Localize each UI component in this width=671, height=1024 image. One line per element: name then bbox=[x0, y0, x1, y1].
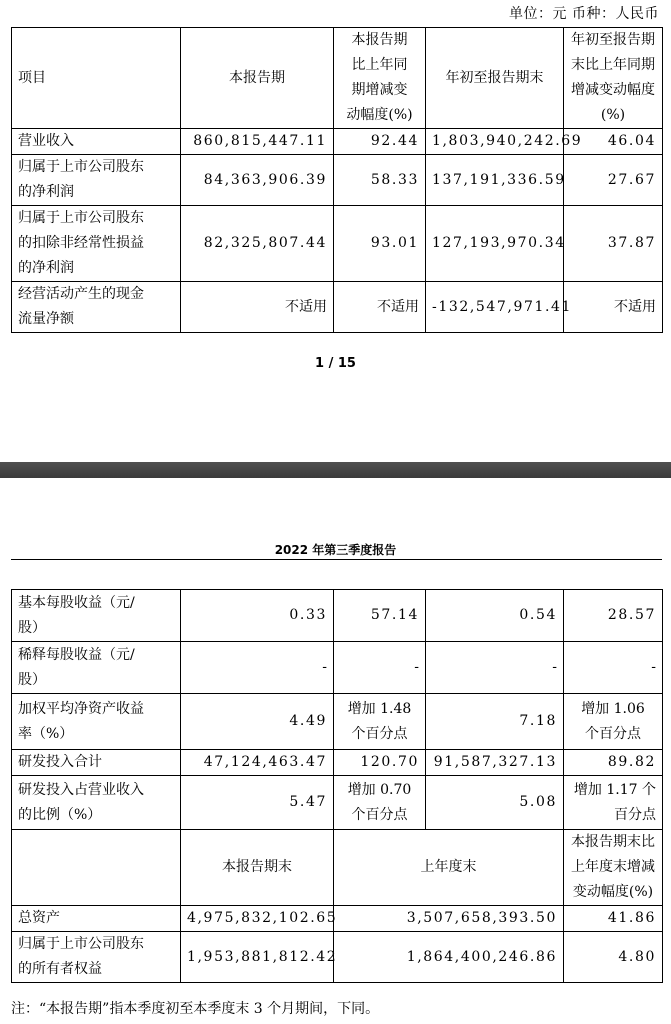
table-row bbox=[12, 642, 663, 694]
row-ytd: 5.08 bbox=[426, 776, 564, 830]
financial-summary-table-page2 bbox=[11, 589, 663, 983]
row-current: 860,815,447.11 bbox=[181, 129, 334, 155]
header-item: 项目 bbox=[12, 28, 181, 129]
table-row bbox=[12, 776, 663, 830]
row-period-end: 4,975,832,102.65 bbox=[181, 906, 334, 932]
row-current-change: 120.70 bbox=[334, 750, 426, 776]
row-ytd-change: 增加 1.17 个 百分点 bbox=[564, 776, 663, 830]
row-current: 4.49 bbox=[181, 694, 334, 750]
table-row bbox=[12, 155, 663, 206]
row-balance-change: 41.86 bbox=[564, 906, 663, 932]
row-current: 47,124,463.47 bbox=[181, 750, 334, 776]
page-break-divider bbox=[0, 462, 671, 478]
row-current: 0.33 bbox=[181, 590, 334, 642]
row-ytd: 127,193,970.34 bbox=[426, 206, 564, 282]
header-balance-change: 本报告期末比 上年度末增减 变动幅度(%) bbox=[564, 830, 663, 906]
row-ytd: 0.54 bbox=[426, 590, 564, 642]
header-line: 增减变动幅度 bbox=[571, 82, 655, 98]
header-rule bbox=[11, 559, 662, 560]
row-current-change: 增加 0.70 个百分点 bbox=[334, 776, 426, 830]
row-ytd: 137,191,336.59 bbox=[426, 155, 564, 206]
row-current-change: 92.44 bbox=[334, 129, 426, 155]
header-line: 动幅度(%) bbox=[346, 107, 413, 123]
financial-summary-table-page1 bbox=[11, 27, 663, 333]
unit-currency-note: 单位：元 币种：人民币 bbox=[509, 6, 659, 22]
header-current-change bbox=[334, 28, 426, 129]
row-label: 加权平均净资产收益 率（%） bbox=[12, 694, 181, 750]
balance-header-row bbox=[12, 830, 663, 906]
row-label: 营业收入 bbox=[12, 129, 181, 155]
row-label: 归属于上市公司股东 的所有者权益 bbox=[12, 932, 181, 983]
header-last-year-end: 上年度末 bbox=[334, 830, 564, 906]
row-ytd-change: 46.04 bbox=[564, 129, 663, 155]
row-label: 总资产 bbox=[12, 906, 181, 932]
header-ytd: 年初至报告期末 bbox=[426, 28, 564, 129]
row-balance-change: 4.80 bbox=[564, 932, 663, 983]
report-header-title: 2022 年第三季度报告 bbox=[274, 543, 397, 557]
row-ytd-change: 27.67 bbox=[564, 155, 663, 206]
header-current: 本报告期 bbox=[181, 28, 334, 129]
row-current-change: 增加 1.48 个百分点 bbox=[334, 694, 426, 750]
header-ytd-change bbox=[564, 28, 663, 129]
table-row bbox=[12, 206, 663, 282]
row-label: 研发投入合计 bbox=[12, 750, 181, 776]
row-ytd: 91,587,327.13 bbox=[426, 750, 564, 776]
row-ytd-change: 不适用 bbox=[564, 282, 663, 333]
row-label: 研发投入占营业收入 的比例（%） bbox=[12, 776, 181, 830]
header-line: 末比上年同期 bbox=[571, 57, 655, 73]
row-current: 不适用 bbox=[181, 282, 334, 333]
row-current-change: 58.33 bbox=[334, 155, 426, 206]
table-row bbox=[12, 129, 663, 155]
header-line: 期增减变 bbox=[351, 82, 408, 98]
row-last-year-end: 1,864,400,246.86 bbox=[334, 932, 564, 983]
row-label: 经营活动产生的现金 流量净额 bbox=[12, 282, 181, 333]
table-row bbox=[12, 694, 663, 750]
row-ytd-change: 37.87 bbox=[564, 206, 663, 282]
row-ytd: 1,803,940,242.69 bbox=[426, 129, 564, 155]
row-current: - bbox=[181, 642, 334, 694]
row-current-change: 57.14 bbox=[334, 590, 426, 642]
table-row bbox=[12, 932, 663, 983]
row-last-year-end: 3,507,658,393.50 bbox=[334, 906, 564, 932]
row-current: 82,325,807.44 bbox=[181, 206, 334, 282]
row-ytd: - bbox=[426, 642, 564, 694]
row-label: 稀释每股收益（元/ 股） bbox=[12, 642, 181, 694]
header-line: 年初至报告期 bbox=[571, 32, 655, 48]
row-ytd: 7.18 bbox=[426, 694, 564, 750]
page-number: 1 / 15 bbox=[315, 356, 356, 371]
header-period-end: 本报告期末 bbox=[181, 830, 334, 906]
row-current-change: 93.01 bbox=[334, 206, 426, 282]
row-ytd-change: - bbox=[564, 642, 663, 694]
table-row bbox=[12, 282, 663, 333]
footnote: 注：“本报告期”指本季度初至本季度末 3 个月期间，下同。 bbox=[11, 1001, 380, 1017]
row-label: 归属于上市公司股东 的净利润 bbox=[12, 155, 181, 206]
row-current-change: 不适用 bbox=[334, 282, 426, 333]
table-row bbox=[12, 750, 663, 776]
row-current: 5.47 bbox=[181, 776, 334, 830]
header-line: 本报告期 bbox=[351, 32, 408, 48]
header-empty bbox=[12, 830, 181, 906]
row-ytd: -132,547,971.41 bbox=[426, 282, 564, 333]
row-period-end: 1,953,881,812.42 bbox=[181, 932, 334, 983]
table-row bbox=[12, 590, 663, 642]
row-ytd-change: 28.57 bbox=[564, 590, 663, 642]
table-header-row bbox=[12, 28, 663, 129]
row-ytd-change: 增加 1.06 个百分点 bbox=[564, 694, 663, 750]
row-current: 84,363,906.39 bbox=[181, 155, 334, 206]
row-label: 基本每股收益（元/ 股） bbox=[12, 590, 181, 642]
row-ytd-change: 89.82 bbox=[564, 750, 663, 776]
row-current-change: - bbox=[334, 642, 426, 694]
row-label: 归属于上市公司股东 的扣除非经常性损益 的净利润 bbox=[12, 206, 181, 282]
header-line: 比上年同 bbox=[351, 57, 408, 73]
table-row bbox=[12, 906, 663, 932]
header-line: (%) bbox=[600, 107, 626, 123]
